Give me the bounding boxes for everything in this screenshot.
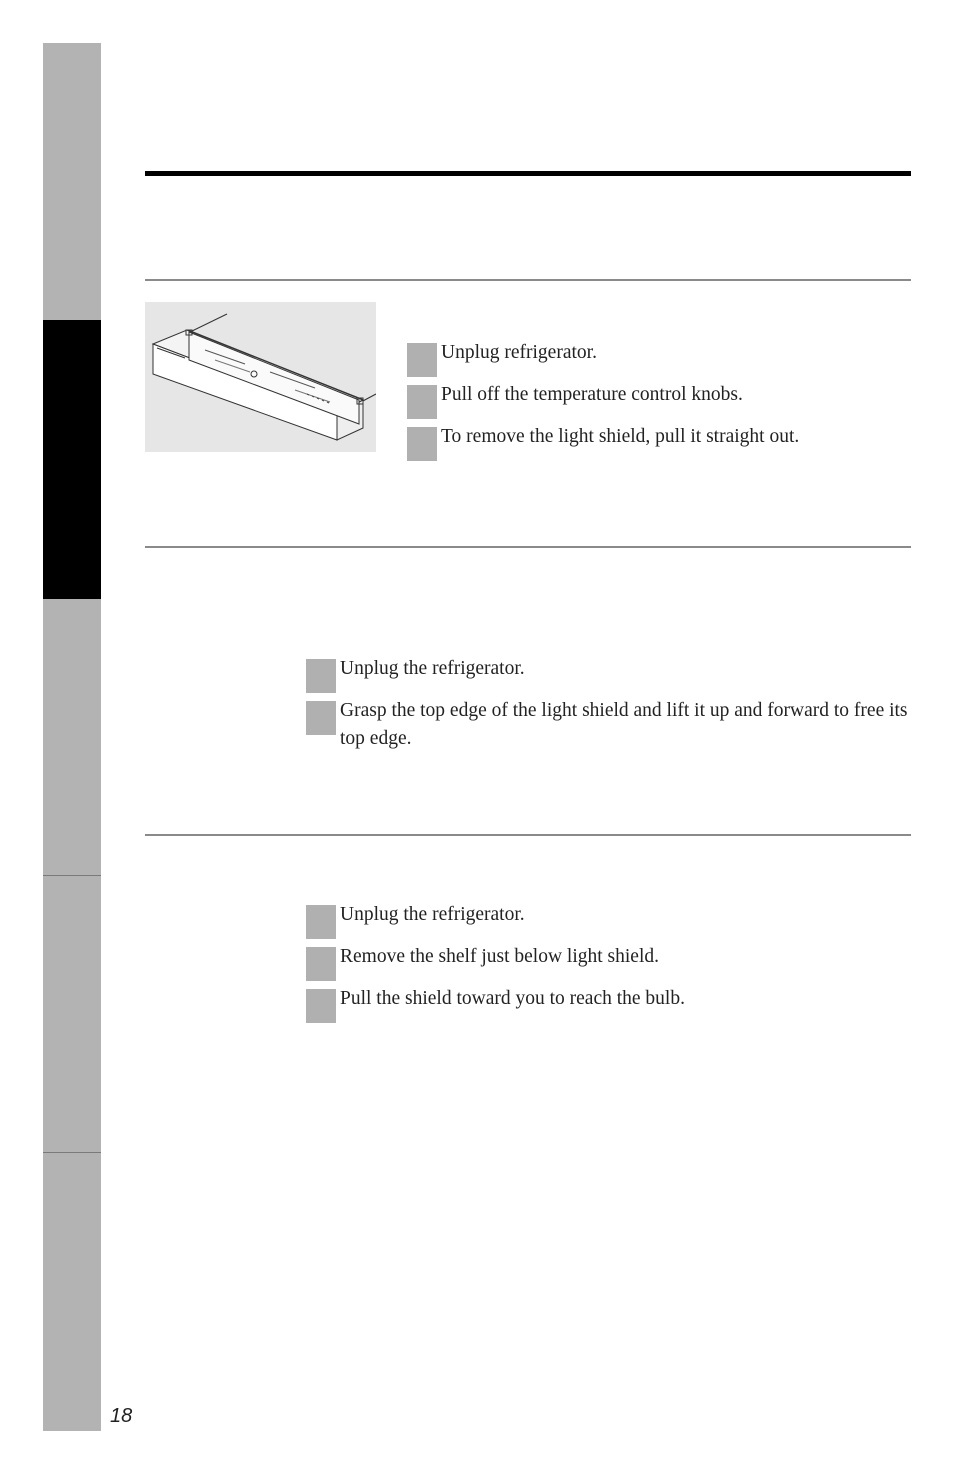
side-tab-2-active xyxy=(43,320,101,599)
step-text: To remove the light shield, pull it straight out. xyxy=(441,426,800,447)
side-tab-4 xyxy=(43,876,101,1153)
step-marker xyxy=(407,343,437,377)
step-text: Pull the shield toward you to reach the bulb. xyxy=(340,988,685,1009)
step-marker xyxy=(306,905,336,939)
step-marker xyxy=(306,947,336,981)
side-tab-1 xyxy=(43,43,101,320)
step-marker xyxy=(407,427,437,461)
step-text: Unplug the refrigerator. xyxy=(340,904,525,925)
step-marker xyxy=(306,659,336,693)
step-marker xyxy=(306,701,336,735)
step-text: Pull off the temperature control knobs. xyxy=(441,384,743,405)
step-marker xyxy=(306,989,336,1023)
side-tab-5 xyxy=(43,1153,101,1431)
step-text: Grasp the top edge of the light shield and lift it up and forward to free its top edge. xyxy=(340,700,908,749)
section-1-rule xyxy=(145,279,911,281)
step-marker xyxy=(407,385,437,419)
step-text: Unplug the refrigerator. xyxy=(340,658,525,679)
page-number: 18 xyxy=(110,1405,133,1427)
step-text: Unplug refrigerator. xyxy=(441,342,597,363)
step-text: Remove the shelf just below light shield. xyxy=(340,946,659,967)
section-2-rule xyxy=(145,546,911,548)
light-shield-illustration xyxy=(145,302,376,452)
section-3-rule xyxy=(145,834,911,836)
header-rule xyxy=(145,171,911,176)
light-shield-drawing xyxy=(145,302,376,452)
side-tab-3 xyxy=(43,599,101,876)
